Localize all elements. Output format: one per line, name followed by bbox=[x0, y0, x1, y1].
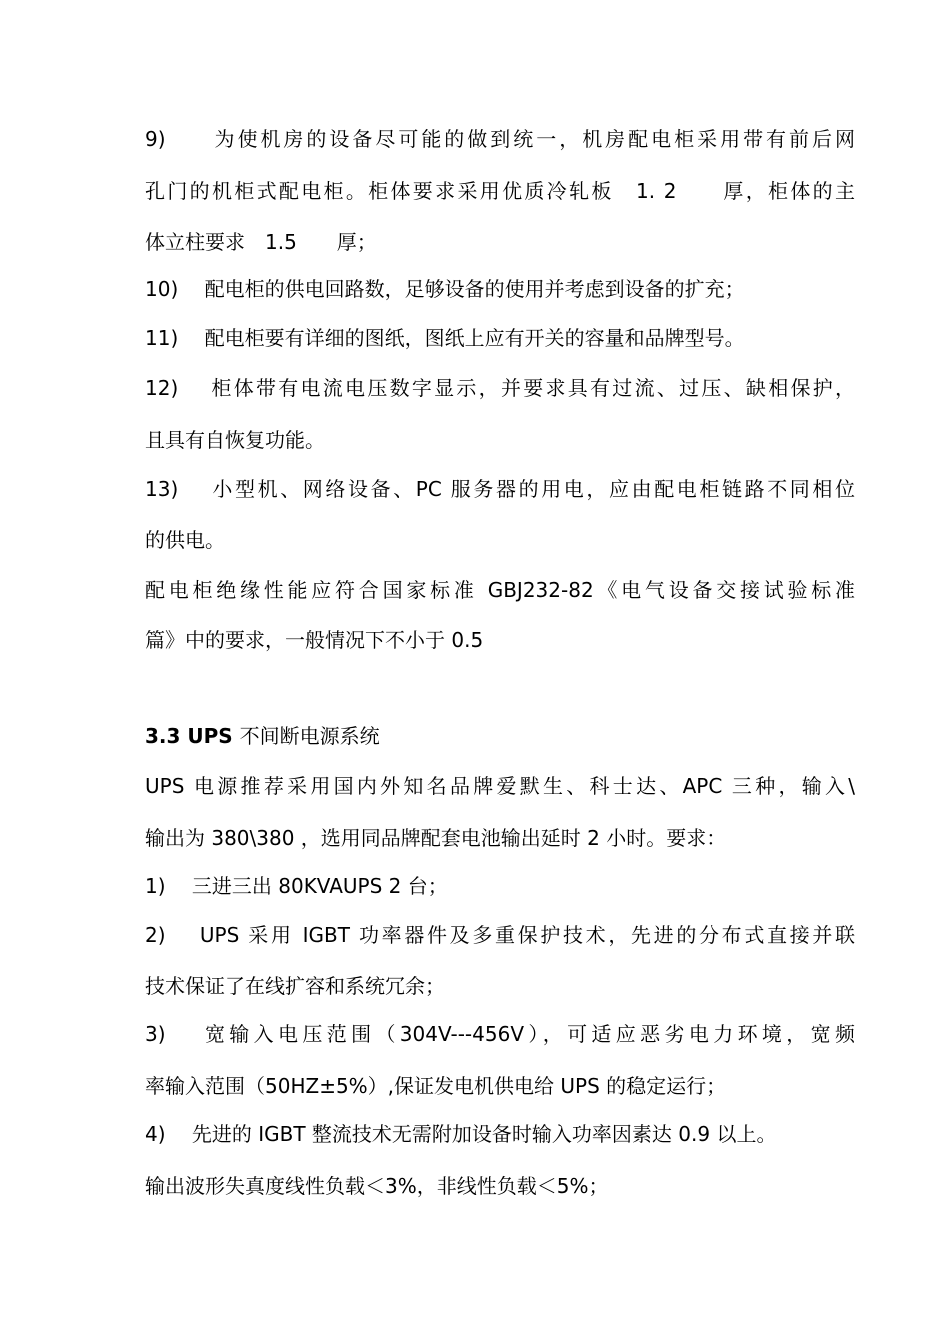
ups-list-item-4-line-1: 4) 先进的 IGBT 整流技术无需附加设备时输入功率因素达 0.9 以上。 bbox=[145, 1122, 777, 1146]
ups-list-item-2-line-2: 技术保证了在线扩容和系统冗余； bbox=[145, 974, 445, 998]
ups-list-item-2-line-1: 2) UPS 采用 IGBT 功率器件及多重保护技术，先进的分布式直接并联 bbox=[145, 923, 855, 947]
section-number: 3.3 UPS bbox=[145, 724, 233, 748]
list-item-10: 10) 配电柜的供电回路数，足够设备的使用并考虑到设备的扩充； bbox=[145, 277, 745, 301]
section-title: 不间断电源系统 bbox=[239, 724, 380, 748]
list-item-13-line-2: 的供电。 bbox=[145, 528, 225, 552]
ups-list-item-1: 1) 三进三出 80KVAUPS 2 台； bbox=[145, 874, 448, 898]
list-item-12-line-2: 且具有自恢复功能。 bbox=[145, 428, 325, 452]
list-item-13-line-1: 13) 小型机、网络设备、PC 服务器的用电，应由配电柜链路不同相位 bbox=[145, 477, 855, 501]
ups-paragraph-line-2: 输出为 380\380 ，选用同品牌配套电池输出延时 2 小时。要求： bbox=[145, 826, 727, 850]
ups-list-item-3-line-1: 3) 宽输入电压范围（304V---456V），可适应恶劣电力环境，宽频 bbox=[145, 1022, 855, 1046]
list-item-9-line-1: 9) 为使机房的设备尽可能的做到统一，机房配电柜采用带有前后网 bbox=[145, 127, 855, 151]
paragraph-insulation-line-2: 篇》中的要求，一般情况下不小于 0.5 bbox=[145, 628, 484, 652]
list-item-9-line-2: 孔门的机柜式配电柜。柜体要求采用优质冷轧板 1. 2 厚，柜体的主 bbox=[145, 179, 855, 203]
section-heading bbox=[145, 723, 855, 749]
list-item-12-line-1: 12) 柜体带有电流电压数字显示，并要求具有过流、过压、缺相保护， bbox=[145, 376, 855, 400]
paragraph-insulation-line-1: 配电柜绝缘性能应符合国家标准 GBJ232-82《电气设备交接试验标准 bbox=[145, 578, 855, 602]
ups-list-item-3-line-2: 率输入范围（50HZ±5%）,保证发电机供电给 UPS 的稳定运行； bbox=[145, 1074, 727, 1098]
ups-list-item-4-line-2: 输出波形失真度线性负载＜3%，非线性负载＜5%； bbox=[145, 1174, 609, 1198]
list-item-11: 11) 配电柜要有详细的图纸，图纸上应有开关的容量和品牌型号。 bbox=[145, 326, 745, 350]
list-item-9-line-3: 体立柱要求 1.5 厚； bbox=[145, 230, 377, 254]
ups-paragraph-line-1: UPS 电源推荐采用国内外知名品牌爱默生、科士达、APC 三种，输入\ bbox=[145, 774, 855, 798]
